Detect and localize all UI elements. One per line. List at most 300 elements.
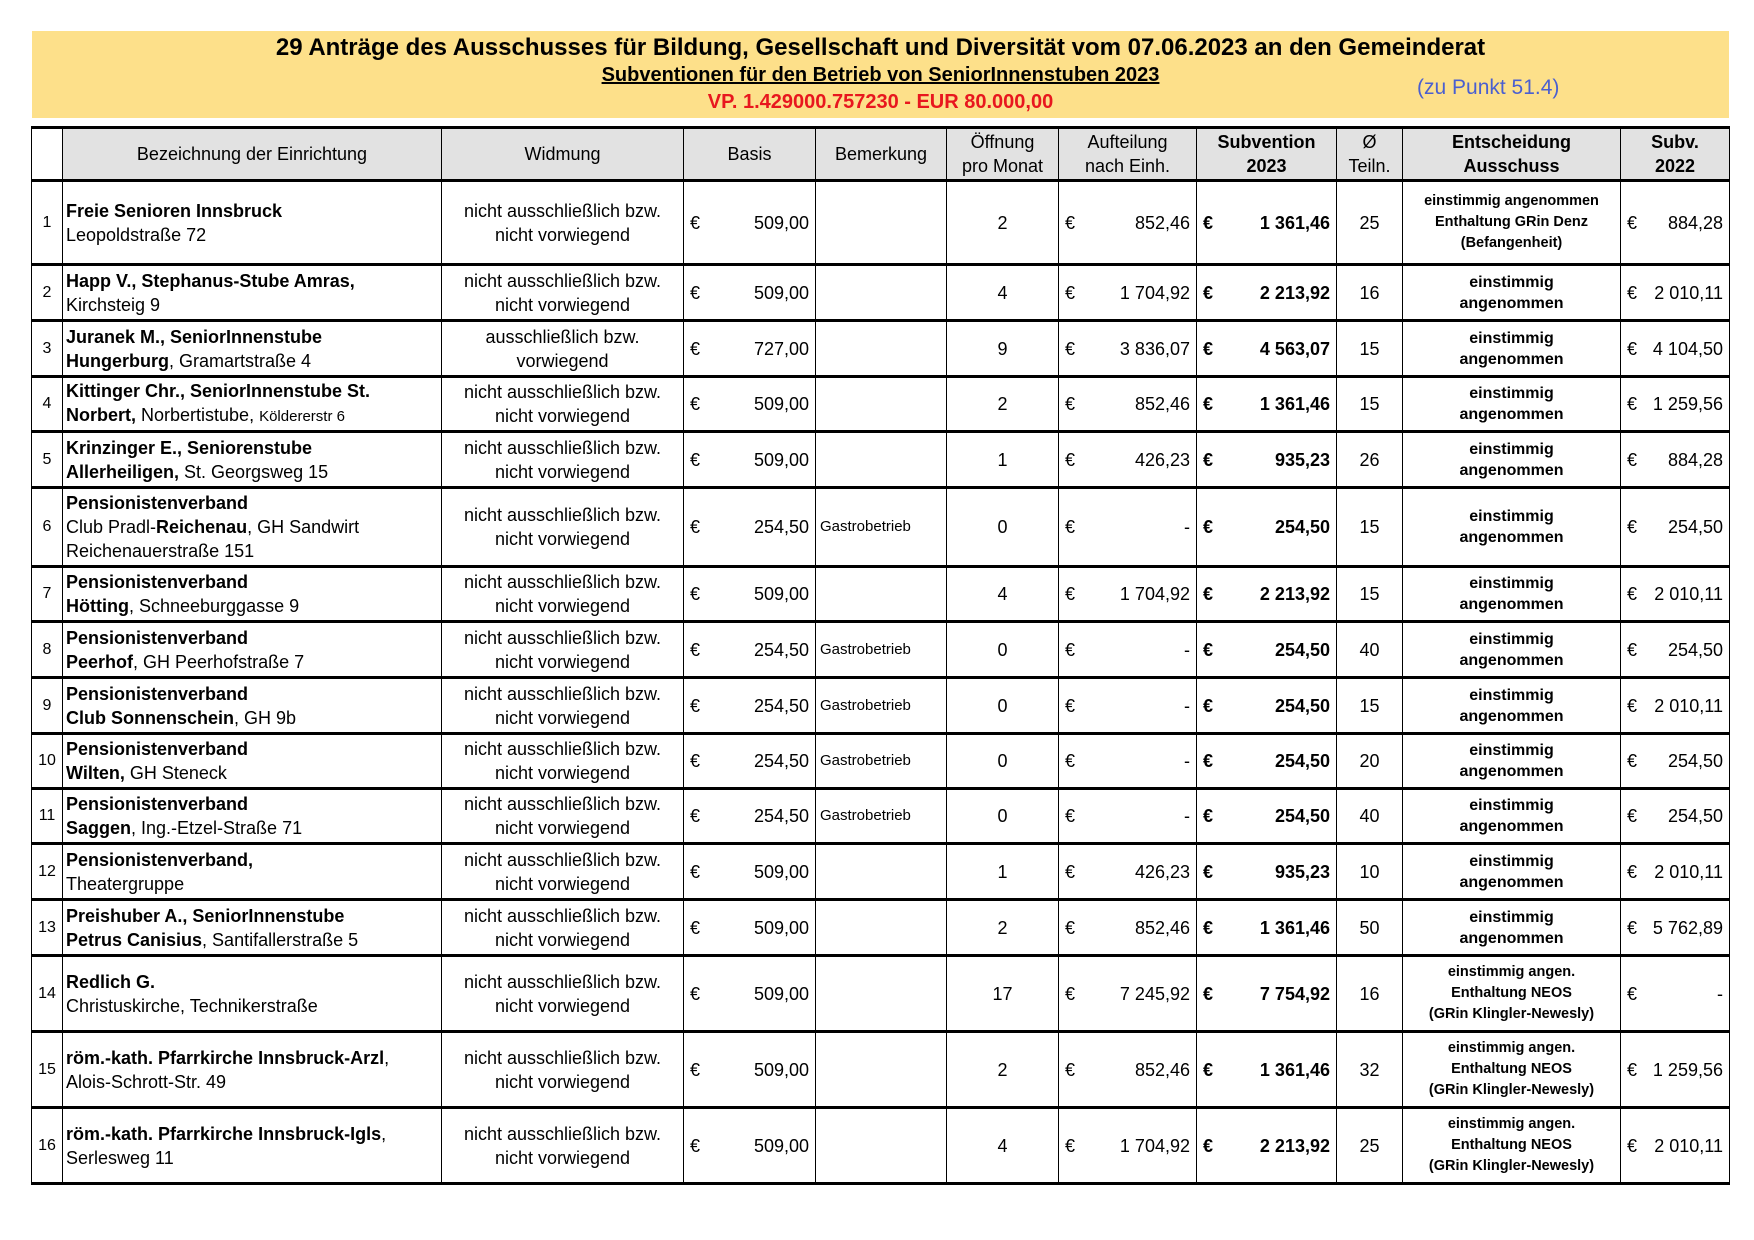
euro-amount: [1199, 1134, 1334, 1158]
teilnehmer: 16: [1337, 956, 1403, 1032]
entscheidung-line: angenommen: [1459, 350, 1564, 368]
table-row: [32, 956, 1730, 1032]
entscheidung-line: einstimmig: [1469, 385, 1554, 402]
widmung-line: nicht vorwiegend: [494, 873, 631, 894]
subv-2022: [1621, 789, 1730, 844]
euro-sign: €: [1627, 695, 1638, 716]
facility-name-line: [66, 761, 437, 785]
euro-sign: €: [1065, 449, 1076, 470]
widmung-line: nicht ausschließlich bzw.: [463, 505, 662, 525]
basis-value: 509,00: [753, 282, 809, 303]
euro-sign: €: [690, 338, 701, 359]
euro-amount: [1061, 638, 1194, 662]
basis: [684, 956, 816, 1032]
widmung: [442, 432, 684, 488]
subvention-2023-value: 935,23: [1274, 861, 1330, 882]
name-segment: Pensionistenverband: [66, 493, 249, 513]
name-segment: , Schneeburggasse 9: [128, 596, 300, 616]
basis: [684, 488, 816, 567]
subvention-2023-value: 254,50: [1274, 517, 1330, 537]
facility-name: [63, 956, 442, 1032]
euro-sign: €: [1065, 751, 1076, 771]
facility-name-line: [66, 293, 437, 317]
name-segment: Wilten,: [66, 763, 125, 783]
basis: [684, 789, 816, 844]
subv-2022-value: 1 259,56: [1652, 1059, 1723, 1080]
name-segment: ,: [381, 1123, 387, 1144]
basis: [684, 844, 816, 900]
name-segment: , GH 9b: [234, 707, 297, 728]
euro-amount: [686, 1134, 813, 1158]
oeffnung: 1: [947, 844, 1059, 900]
teilnehmer: 15: [1337, 377, 1403, 432]
subv-2022: [1621, 1108, 1730, 1184]
oeffnung: 0: [947, 622, 1059, 678]
facility-name-line: [66, 1046, 437, 1070]
euro-sign: €: [1065, 212, 1076, 233]
entscheidung-line: einstimmig: [1469, 575, 1554, 592]
facility-name-line: [66, 515, 437, 539]
euro-amount: [1061, 582, 1194, 606]
aufteilung: [1059, 1032, 1197, 1108]
col-teiln-line2: Teiln.: [1348, 156, 1391, 176]
euro-sign: €: [1627, 584, 1638, 604]
entscheidung-line: einstimmig angenommen: [1424, 193, 1599, 209]
row-number: 9: [32, 678, 63, 734]
facility-name-line: [66, 436, 437, 460]
subv-2022: [1621, 622, 1730, 678]
entscheidung-line: angenommen: [1459, 294, 1564, 312]
basis: [684, 622, 816, 678]
col-subv-2022: [1621, 128, 1730, 181]
entscheidung-line: (Befangenheit): [1460, 235, 1563, 251]
name-segment: Theatergruppe: [66, 873, 185, 894]
subvention-2023: [1197, 488, 1337, 567]
aufteilung: [1059, 265, 1197, 321]
entscheidung-line: einstimmig: [1469, 440, 1554, 458]
col-subvention-line1: Subvention: [1217, 132, 1316, 152]
facility-name: [63, 265, 442, 321]
name-segment: Club Sonnenschein: [66, 707, 235, 728]
facility-name-line: [66, 848, 437, 872]
teilnehmer: 32: [1337, 1032, 1403, 1108]
widmung-line: ausschließlich bzw.: [485, 326, 640, 347]
euro-amount: [1623, 392, 1727, 416]
basis-value: 509,00: [753, 861, 809, 882]
facility-name: [63, 1108, 442, 1184]
col-subvention-2023: [1197, 128, 1337, 181]
basis-value: 509,00: [753, 449, 809, 470]
widmung-line: nicht ausschließlich bzw.: [463, 382, 662, 402]
entscheidung-line: angenommen: [1459, 873, 1564, 891]
widmung-line: nicht ausschließlich bzw.: [463, 627, 662, 648]
subv-2022: [1621, 265, 1730, 321]
entscheidung: [1403, 377, 1621, 432]
teilnehmer: 40: [1337, 789, 1403, 844]
entscheidung-line: angenommen: [1459, 763, 1564, 780]
euro-sign: €: [690, 1059, 701, 1080]
table-row: [32, 1032, 1730, 1108]
widmung-line: nicht ausschließlich bzw.: [463, 739, 662, 759]
aufteilung-value: 1 704,92: [1119, 1135, 1190, 1156]
table-row: [32, 900, 1730, 956]
euro-amount: [1199, 804, 1334, 828]
aufteilung-value: 426,23: [1134, 861, 1190, 882]
widmung-line: nicht ausschließlich bzw.: [463, 270, 662, 291]
basis-value: 509,00: [753, 212, 809, 233]
facility-name-line: [66, 403, 437, 429]
entscheidung-line: einstimmig: [1469, 329, 1554, 347]
oeffnung: 2: [947, 1032, 1059, 1108]
basis: [684, 1108, 816, 1184]
row-number: 3: [32, 321, 63, 377]
basis: [684, 181, 816, 265]
facility-name: [63, 844, 442, 900]
widmung-line: nicht ausschließlich bzw.: [463, 1123, 662, 1144]
facility-name: [63, 432, 442, 488]
euro-sign: €: [1203, 338, 1214, 359]
oeffnung: 0: [947, 789, 1059, 844]
aufteilung: [1059, 488, 1197, 567]
oeffnung: 9: [947, 321, 1059, 377]
euro-sign: €: [1203, 751, 1214, 771]
name-segment: , GH Sandwirt: [247, 517, 360, 537]
euro-amount: [686, 515, 813, 539]
name-segment: Juranek M., SeniorInnenstube: [66, 326, 323, 347]
facility-name: [63, 900, 442, 956]
euro-sign: €: [1203, 917, 1214, 938]
entscheidung-line: einstimmig angen.: [1447, 1040, 1576, 1056]
aufteilung: [1059, 678, 1197, 734]
widmung: [442, 321, 684, 377]
facility-name-line: [66, 682, 437, 706]
aufteilung-value: 852,46: [1134, 394, 1190, 414]
name-segment: Preishuber A., SeniorInnenstube: [66, 905, 345, 926]
row-number: 6: [32, 488, 63, 567]
name-segment: Peerhof: [66, 651, 134, 672]
widmung: [442, 678, 684, 734]
widmung: [442, 265, 684, 321]
subv-2022: [1621, 678, 1730, 734]
facility-name-line: [66, 570, 437, 594]
widmung: [442, 789, 684, 844]
entscheidung-line: einstimmig angen.: [1447, 1116, 1576, 1132]
entscheidung-line: einstimmig: [1469, 797, 1554, 814]
facility-name: [63, 321, 442, 377]
subv-2022-value: 884,28: [1667, 212, 1723, 233]
facility-name: [63, 181, 442, 265]
subvention-2023-value: 254,50: [1274, 695, 1330, 716]
facility-name-line: [66, 594, 437, 618]
widmung-line: nicht vorwiegend: [494, 1071, 631, 1092]
subv-2022-value: 254,50: [1667, 517, 1723, 537]
euro-amount: [1061, 515, 1194, 539]
subv-2022: [1621, 432, 1730, 488]
col-basis: Basis: [684, 128, 816, 181]
entscheidung-line: einstimmig: [1469, 742, 1554, 759]
table-row: [32, 734, 1730, 789]
euro-amount: [686, 916, 813, 940]
subvention-2023: [1197, 956, 1337, 1032]
facility-name: [63, 622, 442, 678]
subvention-2023: [1197, 377, 1337, 432]
euro-amount: [1061, 448, 1194, 472]
aufteilung-value: -: [1184, 751, 1190, 771]
facility-name-line: [66, 650, 437, 674]
euro-amount: [1623, 337, 1727, 361]
euro-sign: €: [690, 517, 701, 537]
subvention-2023-value: 254,50: [1274, 806, 1330, 826]
aufteilung-value: 852,46: [1134, 917, 1190, 938]
col-entscheidung-line2: Ausschuss: [1463, 156, 1560, 176]
aufteilung: [1059, 181, 1197, 265]
euro-sign: €: [1203, 806, 1214, 826]
euro-sign: €: [1203, 394, 1214, 414]
facility-name-line: [66, 994, 437, 1018]
facility-name-line: [66, 706, 437, 730]
euro-amount: [1623, 515, 1727, 539]
euro-amount: [1199, 211, 1334, 235]
facility-name-line: [66, 1122, 437, 1146]
aufteilung-value: 852,46: [1134, 212, 1190, 233]
entscheidung: [1403, 567, 1621, 622]
row-number: 1: [32, 181, 63, 265]
entscheidung-line: Enthaltung GRin Denz: [1434, 214, 1589, 230]
aufteilung-value: -: [1184, 517, 1190, 537]
widmung-line: nicht vorwiegend: [494, 1147, 631, 1168]
widmung-line: nicht vorwiegend: [494, 929, 631, 950]
euro-sign: €: [1065, 394, 1076, 414]
entscheidung-line: angenommen: [1459, 929, 1564, 947]
facility-name-line: [66, 199, 437, 223]
row-number: 5: [32, 432, 63, 488]
table-row: [32, 321, 1730, 377]
euro-amount: [686, 694, 813, 718]
name-segment: Leopoldstraße 72: [66, 224, 207, 245]
euro-sign: €: [1203, 1135, 1214, 1156]
document-title: 29 Anträge des Ausschusses für Bildung, Gesellschaft und Diversität vom 07.06.2023 an den Gemeinderat: [275, 34, 1486, 61]
bemerkung: [816, 265, 947, 321]
facility-name-line: [66, 539, 437, 563]
euro-sign: €: [1065, 282, 1076, 303]
euro-amount: [686, 392, 813, 416]
euro-sign: €: [1065, 806, 1076, 826]
oeffnung: 4: [947, 1108, 1059, 1184]
euro-sign: €: [690, 212, 701, 233]
table-row: [32, 622, 1730, 678]
subvention-2023-value: 1 361,46: [1259, 394, 1330, 414]
entscheidung: [1403, 265, 1621, 321]
subvention-2023: [1197, 900, 1337, 956]
euro-amount: [1199, 515, 1334, 539]
euro-sign: €: [690, 917, 701, 938]
col-teilnehmer: [1337, 128, 1403, 181]
widmung-line: vorwiegend: [516, 350, 609, 371]
name-segment: röm.-kath. Pfarrkirche Innsbruck-Igls: [66, 1123, 382, 1144]
basis: [684, 734, 816, 789]
name-segment: Kittinger Chr., SeniorInnenstube St.: [66, 381, 371, 401]
row-number: 7: [32, 567, 63, 622]
entscheidung: [1403, 900, 1621, 956]
subvention-2023-value: 1 361,46: [1259, 917, 1330, 938]
name-segment: , Ing.-Etzel-Straße 71: [131, 818, 303, 838]
euro-sign: €: [690, 695, 701, 716]
col-subv22-line1: Subv.: [1651, 132, 1699, 152]
table-row: [32, 1108, 1730, 1184]
teilnehmer: 10: [1337, 844, 1403, 900]
euro-amount: [1199, 638, 1334, 662]
facility-name: [63, 1032, 442, 1108]
basis-value: 509,00: [753, 1059, 809, 1080]
basis-value: 509,00: [753, 1135, 809, 1156]
facility-name-line: [66, 491, 437, 515]
euro-sign: €: [690, 1135, 701, 1156]
widmung: [442, 844, 684, 900]
euro-sign: €: [1203, 983, 1214, 1004]
euro-amount: [686, 638, 813, 662]
facility-name: [63, 567, 442, 622]
oeffnung: 0: [947, 678, 1059, 734]
facility-name-line: [66, 223, 437, 247]
row-number: 2: [32, 265, 63, 321]
euro-amount: [1199, 448, 1334, 472]
widmung: [442, 181, 684, 265]
facility-name-line: [66, 349, 437, 373]
euro-sign: €: [1203, 584, 1214, 604]
aufteilung-value: -: [1184, 806, 1190, 826]
name-segment: Hötting: [66, 596, 129, 616]
entscheidung-line: einstimmig: [1469, 273, 1554, 291]
euro-sign: €: [1203, 695, 1214, 716]
teilnehmer: 20: [1337, 734, 1403, 789]
euro-amount: [1623, 638, 1727, 662]
subvention-2023-value: 1 361,46: [1259, 212, 1330, 233]
widmung-line: nicht vorwiegend: [494, 596, 631, 616]
subvention-2023: [1197, 1108, 1337, 1184]
col-oeffnung-line2: pro Monat: [961, 156, 1044, 176]
bemerkung: [816, 377, 947, 432]
name-segment: Köldererstr 6: [259, 408, 345, 425]
widmung-line: nicht ausschließlich bzw.: [463, 971, 662, 992]
subvention-2023: [1197, 789, 1337, 844]
bemerkung: [816, 900, 947, 956]
entscheidung-line: angenommen: [1459, 529, 1564, 546]
entscheidung: [1403, 734, 1621, 789]
euro-amount: [1623, 749, 1727, 773]
euro-sign: €: [690, 983, 701, 1004]
table-row: [32, 844, 1730, 900]
table-row: [32, 567, 1730, 622]
entscheidung-line: einstimmig: [1469, 686, 1554, 704]
subv-2022-value: 1 259,56: [1652, 394, 1723, 414]
subv-2022: [1621, 321, 1730, 377]
row-number: 12: [32, 844, 63, 900]
basis: [684, 265, 816, 321]
subv-2022-value: 2 010,11: [1654, 584, 1723, 604]
col-teiln-line1: Ø: [1362, 132, 1377, 152]
col-entscheidung: [1403, 128, 1621, 181]
subv-2022: [1621, 844, 1730, 900]
widmung-line: nicht ausschließlich bzw.: [463, 1047, 662, 1068]
col-subvention-line2: 2023: [1246, 156, 1287, 176]
name-segment: Norbertistube,: [136, 405, 260, 425]
euro-amount: [1199, 694, 1334, 718]
euro-sign: €: [1065, 1135, 1076, 1156]
euro-amount: [1623, 694, 1727, 718]
euro-sign: €: [1203, 517, 1214, 537]
name-segment: röm.-kath. Pfarrkirche Innsbruck-Arzl: [66, 1047, 385, 1068]
widmung: [442, 488, 684, 567]
widmung-line: nicht vorwiegend: [494, 406, 631, 426]
header-row: [32, 128, 1730, 181]
table-row: [32, 432, 1730, 488]
euro-amount: [1623, 582, 1727, 606]
euro-sign: €: [1627, 861, 1638, 882]
euro-sign: €: [690, 394, 701, 414]
row-number: 10: [32, 734, 63, 789]
name-segment: Pensionistenverband: [66, 794, 249, 814]
aufteilung: [1059, 789, 1197, 844]
col-aufteilung: [1059, 128, 1197, 181]
euro-amount: [1061, 804, 1194, 828]
name-segment: Pensionistenverband,: [66, 849, 254, 870]
subv-2022: [1621, 900, 1730, 956]
basis: [684, 432, 816, 488]
bemerkung: Gastrobetrieb: [816, 488, 947, 567]
teilnehmer: 16: [1337, 265, 1403, 321]
basis-value: 254,50: [753, 695, 809, 716]
entscheidung: [1403, 181, 1621, 265]
row-number: 8: [32, 622, 63, 678]
subvention-2023-value: 1 361,46: [1259, 1059, 1330, 1080]
table-body: [32, 181, 1730, 1184]
widmung: [442, 1032, 684, 1108]
euro-sign: €: [1627, 394, 1638, 414]
col-oeffnung-line1: Öffnung: [970, 132, 1035, 152]
teilnehmer: 25: [1337, 181, 1403, 265]
facility-name-line: [66, 816, 437, 840]
subv-2022: [1621, 181, 1730, 265]
entscheidung: [1403, 321, 1621, 377]
widmung-line: nicht vorwiegend: [494, 294, 631, 315]
aufteilung: [1059, 1108, 1197, 1184]
euro-amount: [1623, 860, 1727, 884]
euro-amount: [1623, 211, 1727, 235]
basis: [684, 377, 816, 432]
euro-sign: €: [690, 282, 701, 303]
row-number: 13: [32, 900, 63, 956]
subsidy-table: [31, 126, 1730, 1185]
euro-sign: €: [1627, 983, 1638, 1004]
entscheidung-line: (GRin Klingler-Newesly): [1428, 1006, 1595, 1022]
col-subv22-line2: 2022: [1654, 156, 1696, 176]
name-segment: St. Georgsweg 15: [179, 461, 329, 482]
euro-sign: €: [1065, 1059, 1076, 1080]
teilnehmer: 15: [1337, 567, 1403, 622]
widmung-line: nicht vorwiegend: [494, 461, 631, 482]
facility-name-line: [66, 379, 437, 403]
euro-amount: [1199, 749, 1334, 773]
widmung-line: nicht vorwiegend: [494, 651, 631, 672]
aufteilung: [1059, 900, 1197, 956]
table-row: [32, 488, 1730, 567]
euro-sign: €: [1065, 917, 1076, 938]
entscheidung: [1403, 678, 1621, 734]
subvention-2023-value: 2 213,92: [1259, 584, 1330, 604]
euro-amount: [1061, 860, 1194, 884]
bemerkung: [816, 181, 947, 265]
budget-line: VP. 1.429000.757230 - EUR 80.000,00: [707, 91, 1054, 113]
